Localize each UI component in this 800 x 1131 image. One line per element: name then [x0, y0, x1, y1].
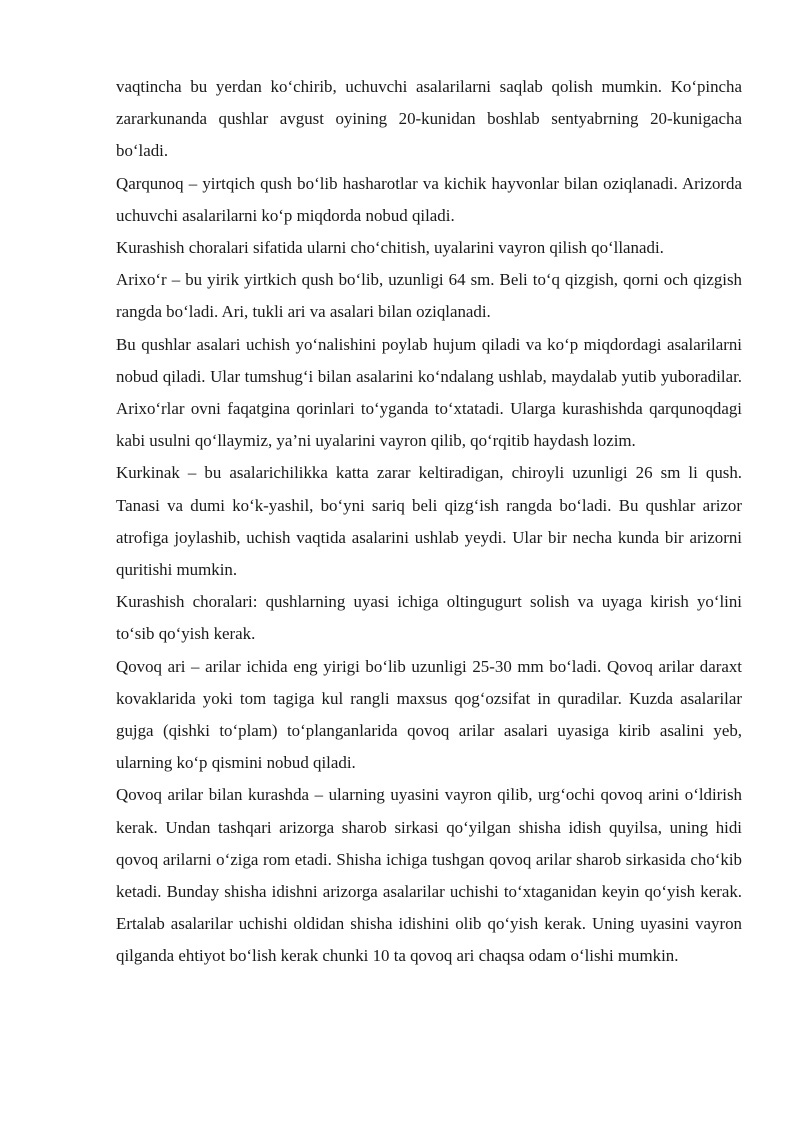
paragraph-qarqunoq-control: Kurashish choralari sifatida ularni cho‘chitish, uyalarini vayron qilish qo‘llanadi.: [116, 238, 664, 258]
paragraph-kurkinak-control: Kurashish choralari: qushlarning uyasi ichiga oltingugurt solish va uyaga kirish yo‘lini to‘sib qo‘yish kerak.: [116, 592, 742, 644]
paragraph-arixor: Arixo‘r – bu yirik yirtkich qush bo‘lib, uzunligi 64 sm. Beli to‘q qizgish, qorni och qizgish rangda bo‘ladi. Ari, tukli ari va asalari bilan oziqlanadi.: [116, 270, 742, 322]
document-page: [116, 71, 742, 973]
paragraph-intro-continuation: vaqtincha bu yerdan ko‘chirib, uchuvchi asalarilarni saqlab qolish mumkin. Ko‘pincha zararkunanda qushlar avgust oyining 20-kunidan boshlab sentyabrning 20-kunigacha bo‘ladi.: [116, 77, 742, 161]
paragraph-qovoq-ari: Qovoq ari – arilar ichida eng yirigi bo‘lib uzunligi 25-30 mm bo‘ladi. Qovoq arilar daraxt kovaklarida yoki tom tagiga kul rangli maxsus qog‘ozsifat in quradilar. Kuzda asalarilar gujga (qishki to‘plam) to‘planganlarida qovoq arilar asalari uyasiga kirib asalini yeb, ularning ko‘p qismini nobud qiladi.: [116, 656, 742, 773]
paragraph-kurkinak: Kurkinak – bu asalarichilikka katta zarar keltiradigan, chiroyli uzunligi 26 sm li qush. Tanasi va dumi ko‘k-yashil, bo‘yni sariq beli qizg‘ish rangda bo‘ladi. Bu qushlar arizor atrofiga joylashib, uchish vaqtida asalarini ushlab yeydi. Ular bir necha kunda bir arizorni quritishi mumkin.: [116, 463, 742, 580]
paragraph-qovoq-ari-control: Qovoq arilar bilan kurashda – ularning uyasini vayron qilib, urg‘ochi qovoq arini o‘ldirish kerak. Undan tashqari arizorga sharob sirkasi qo‘yilgan shisha idish quyilsa, uning hidi qovoq arilarni o‘ziga rom etadi. Shisha ichiga tushgan qovoq arilar sharob sirkasida cho‘kib ketadi. Bunday shisha idishni arizorga asalarilar uchishi to‘xtaganidan keyin qo‘yish kerak. Ertalab asalarilar uchishi oldidan shisha idishini olib qo‘yish kerak. Uning uyasini vayron qilganda ehtiyot bo‘lish kerak chunki 10 ta qovoq ari chaqsa odam o‘lishi mumkin.: [116, 785, 742, 966]
paragraph-qarqunoq: Qarqunoq – yirtqich qush bo‘lib hasharotlar va kichik hayvonlar bilan oziqlanadi. Arizorda uchuvchi asalarilarni ko‘p miqdorda nobud qiladi.: [116, 173, 742, 225]
paragraph-arixor-behavior: Bu qushlar asalari uchish yo‘nalishini poylab hujum qiladi va ko‘p miqdordagi asalarilarni nobud qiladi. Ular tumshug‘i bilan asalarini ko‘ndalang ushlab, maydalab yutib yuboradilar. Arixo‘rlar ovni faqatgina qorinlari to‘yganda to‘xtatadi. Ularga kurashishda qarqunoqdagi kabi usulni qo‘llaymiz, ya’ni uyalarini vayron qilib, qo‘rqitib haydash lozim.: [116, 334, 742, 451]
